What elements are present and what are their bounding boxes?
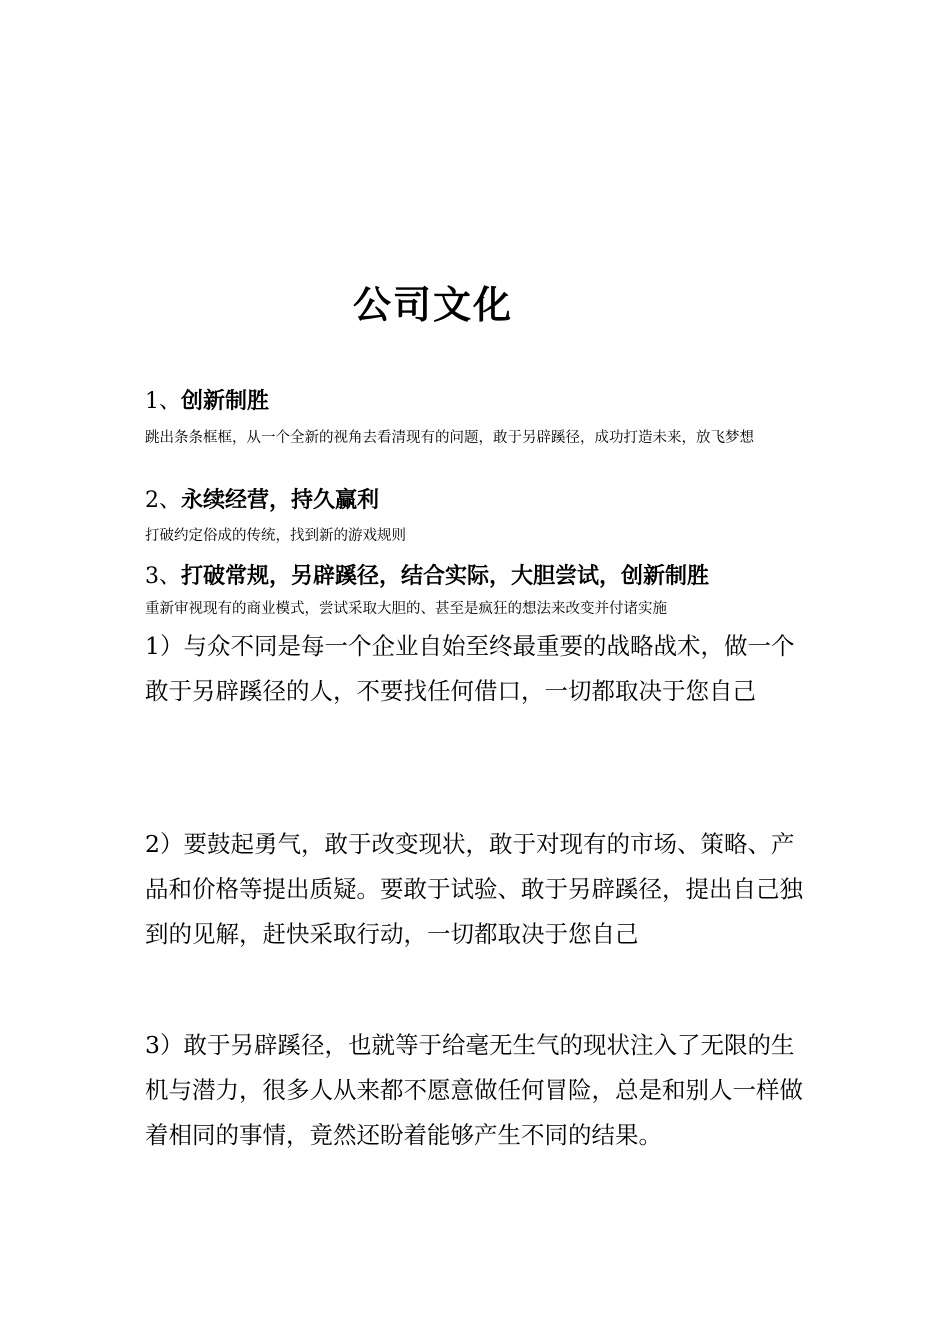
section-3-description: 重新审视现有的商业模式，尝试采取大胆的、甚至是疯狂的想法来改变并付诸实施 [145, 601, 667, 617]
section-3-title: 打破常规，另辟蹊径，结合实际，大胆尝试，创新制胜 [181, 564, 710, 589]
document-title: 公司文化 [353, 283, 514, 327]
paragraph-1: 1）与众不同是每一个企业自始至终最重要的战略战术，做一个敢于另辟蹊径的人，不要找任何借口，一切都取决于您自己 [145, 632, 795, 705]
section-3-number: 3、 [145, 564, 181, 589]
paragraph-3: 3）敢于另辟蹊径，也就等于给毫无生气的现状注入了无限的生机与潜力，很多人从来都不愿意做任何冒险，总是和别人一样做着相同的事情，竟然还盼着能够产生不同的结果。 [145, 1031, 803, 1149]
section-3-heading [145, 559, 709, 590]
section-2-heading [145, 483, 379, 514]
section-1-number: 1、 [145, 389, 181, 414]
paragraph-2: 2）要鼓起勇气，敢于改变现状，敢于对现有的市场、策略、产品和价格等提出质疑。要敢于试验、敢于另辟蹊径，提出自己独到的见解，赶快采取行动，一切都取决于您自己 [145, 830, 803, 948]
section-2-title: 永续经营，持久赢利 [181, 488, 380, 513]
section-2-description: 打破约定俗成的传统，找到新的游戏规则 [145, 528, 406, 544]
section-1-heading [145, 384, 269, 415]
section-1-title: 创新制胜 [181, 389, 270, 414]
section-2-number: 2、 [145, 488, 181, 513]
section-1-description: 跳出条条框框，从一个全新的视角去看清现有的问题，敢于另辟蹊径，成功打造未来，放飞梦想 [145, 430, 754, 446]
